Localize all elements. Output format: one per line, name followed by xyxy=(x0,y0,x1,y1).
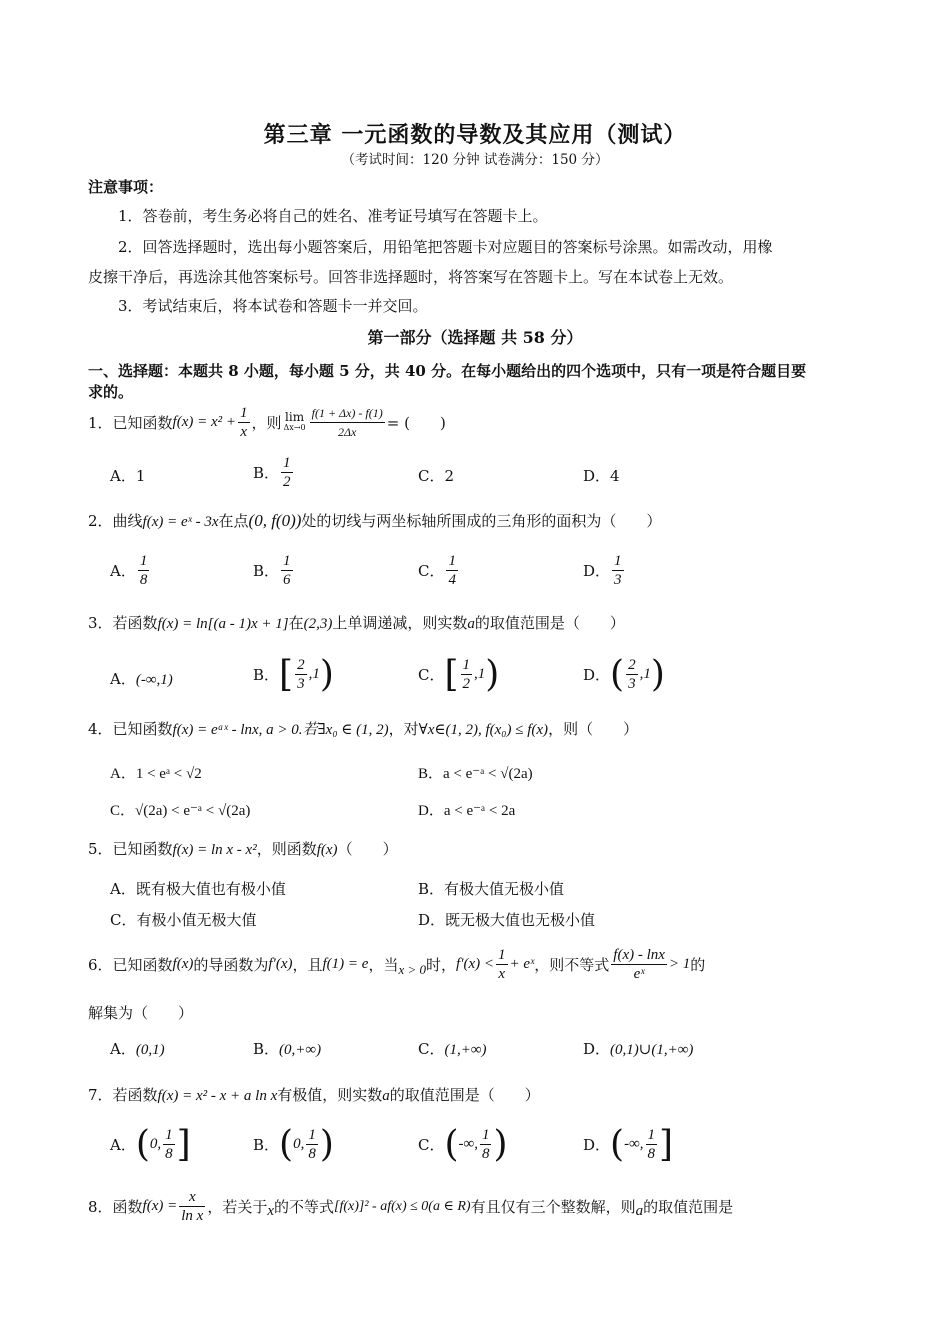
q7-b-left: 0, xyxy=(293,1136,305,1152)
q3-option-d: D． ( $\frac{2}{3}$ ,1 ) xyxy=(583,654,665,695)
q3-stem: 3．若函数 xyxy=(88,614,158,632)
q3-c-den: 2 xyxy=(462,676,471,692)
q6-value: f(1) = e xyxy=(322,955,369,972)
section-intro-a: 一、选择题：本题共 8 小题，每小题 5 分，共 40 分。在每小题给出的四个选项中，只有一项是符合题目要 xyxy=(88,362,807,380)
q1-end: = ( ) xyxy=(386,413,446,432)
q7-option-a: A． ( 0, $\frac{1}{8}$ ] xyxy=(110,1124,191,1165)
q7-option-c: C． ( -∞, $\frac{1}{8}$ ) xyxy=(418,1124,508,1165)
q1-lim: lim xyxy=(285,410,305,424)
exam-info: （考试时间：120 分钟 试卷满分：150 分） xyxy=(341,152,609,168)
q2-b-num: 1 xyxy=(283,553,291,569)
q2-option-c xyxy=(418,552,460,589)
q3-d-num: 2 xyxy=(628,657,636,673)
q7-c-label: C． xyxy=(418,1136,445,1154)
notes-heading: 注意事项： xyxy=(88,178,164,196)
q6-option-b xyxy=(253,1038,321,1059)
q2-option-b xyxy=(253,552,295,589)
q8-f-num: x xyxy=(179,1188,205,1207)
q7-a-left: 0, xyxy=(149,1136,162,1152)
q1-option-b-label: B． xyxy=(253,464,280,482)
notes-item-2b: 皮擦干净后，再选涂其他答案标号。回答非选择题时，将答案写在答题卡上。写在本试卷上无效。 xyxy=(88,268,734,286)
question-4 xyxy=(88,718,638,739)
q6-r-den: eˣ xyxy=(633,965,645,982)
q5-end: （ ） xyxy=(337,840,398,858)
q7-b-label: B． xyxy=(253,1136,280,1154)
q5-mid: ，则函数 xyxy=(256,840,317,858)
q6-c-value: (1,+∞) xyxy=(444,1042,487,1058)
q6-b-label: B． xyxy=(253,1040,280,1058)
q6-option-d xyxy=(583,1038,693,1059)
q6-line-2: 解集为（ ） xyxy=(88,1004,194,1022)
q3-option-a xyxy=(110,668,173,689)
q3-d-label: D． xyxy=(583,666,611,684)
q4-stem: 4．已知函数 xyxy=(88,720,173,738)
q7-option-d: D． ( -∞, $\frac{1}{8}$ ] xyxy=(583,1124,674,1165)
notes-item-2a: 2．回答选择题时，选出每小题答案后，用铅笔把答题卡对应题目的答案标号涂黑。如需改动，用橡 xyxy=(118,238,773,256)
q6-ineq-2: + eˣ xyxy=(509,955,535,972)
q3-mid: 在 xyxy=(288,614,304,632)
q3-a-value: (-∞,1) xyxy=(135,672,173,688)
q8-p1: ，若关于 xyxy=(207,1197,268,1216)
q3-option-c: C． [ $\frac{1}{2}$ ,1 ) xyxy=(418,654,500,695)
question-3 xyxy=(88,612,625,633)
q1-mid: ，则 xyxy=(251,413,282,432)
q8-f-den: ln x xyxy=(181,1207,204,1224)
q4-mid: ，对 xyxy=(388,720,419,738)
q5-function-2: f(x) xyxy=(316,842,338,858)
q7-d-label: D． xyxy=(583,1136,611,1154)
q3-var: a xyxy=(467,616,475,632)
q2-point: (0, f(0)) xyxy=(248,511,302,530)
question-7 xyxy=(88,1084,540,1105)
q2-function: f(x) = eˣ - 3x xyxy=(142,514,219,530)
q7-c-den: 8 xyxy=(481,1146,490,1162)
q4-option-b: B．a < e⁻ᵃ < √(2a) xyxy=(418,766,533,782)
q1-frac-num: 1 xyxy=(240,404,248,421)
q1-lim-sub: Δx→0 xyxy=(283,423,306,432)
q1-stem: 1．已知函数 xyxy=(88,413,173,432)
q1-frac-den: x xyxy=(240,423,248,440)
q2-c-den: 4 xyxy=(448,572,456,588)
q2-d-label: D． xyxy=(583,562,611,580)
q3-a-label: A． xyxy=(110,670,136,688)
question-1 xyxy=(88,400,446,444)
q3-end2: 的取值范围是（ ） xyxy=(474,614,625,632)
question-2 xyxy=(88,510,661,531)
q8-x: x xyxy=(267,1202,274,1219)
q7-option-b: B． ( 0, $\frac{1}{8}$ ) xyxy=(253,1124,334,1165)
notes-item-3: 3．考试结束后，将本试卷和答题卡一并交回。 xyxy=(118,297,428,315)
q7-c-left: -∞, xyxy=(458,1136,478,1152)
q3-b-den: 3 xyxy=(297,676,305,692)
q6-stem: 6．已知函数 xyxy=(88,955,173,974)
q7-a-label: A． xyxy=(110,1136,136,1154)
q5-option-c: C．有极小值无极大值 xyxy=(110,911,257,929)
q3-b-label: B． xyxy=(253,666,280,684)
part-heading: 第一部分（选择题 共 58 分） xyxy=(367,328,583,347)
q7-function: f(x) = x² - x + a ln x xyxy=(157,1088,278,1104)
q7-end: 的取值范围是（ ） xyxy=(389,1086,540,1104)
q6-option-c xyxy=(418,1038,487,1059)
q6-p2: ，且 xyxy=(292,955,323,974)
q4-exists: .若∃x₀ ∈ (1, 2) xyxy=(298,722,389,738)
q5-option-a: A．既有极大值也有极小值 xyxy=(110,880,286,898)
q3-b-num: 2 xyxy=(297,657,305,673)
q6-a-label: A． xyxy=(110,1040,136,1058)
q3-function: f(x) = ln[(a - 1)x + 1] xyxy=(157,616,289,632)
q7-d-num: 1 xyxy=(647,1127,656,1143)
q6-c-label: C． xyxy=(418,1040,445,1058)
q1-option-b xyxy=(253,454,295,491)
q8-stem: 8．函数 xyxy=(88,1197,143,1216)
question-8 xyxy=(88,1184,733,1228)
q3-interval: (2,3) xyxy=(303,616,333,632)
page-title: 第三章 一元函数的导数及其应用（测试） xyxy=(263,122,687,148)
q3-d-den: 3 xyxy=(628,676,636,692)
q6-d-label: D． xyxy=(583,1040,611,1058)
q2-a-num: 1 xyxy=(139,553,148,569)
q2-c-label: C． xyxy=(418,562,445,580)
question-6 xyxy=(88,941,705,987)
q3-option-b: B． [ $\frac{2}{3}$ ,1 ) xyxy=(253,654,334,695)
q1-limit-num: f(1 + Δx) - f(1) xyxy=(310,404,385,423)
q8-p2: 的不等式 xyxy=(274,1197,335,1216)
q1-option-d: D．4 xyxy=(583,467,620,485)
q4-option-a: A．1 < eᵃ < √2 xyxy=(110,766,202,782)
q1-b-den: 2 xyxy=(283,474,291,490)
q6-p5: ，则不等式 xyxy=(534,955,610,974)
q3-b-right: ,1 xyxy=(308,666,320,682)
q2-d-den: 3 xyxy=(614,572,622,588)
q6-p1: 的导函数为 xyxy=(193,955,269,974)
q2-d-num: 1 xyxy=(614,553,622,569)
q6-domain: x > 0 xyxy=(398,962,427,977)
q6-a-value: (0,1) xyxy=(135,1042,165,1058)
q2-end: 处的切线与两坐标轴所围成的三角形的面积为（ ） xyxy=(301,512,662,530)
q8-p3: 有且仅有三个整数解，则 xyxy=(470,1197,636,1216)
q8-p4: 的取值范围是 xyxy=(643,1197,734,1216)
q6-r2: > 1 xyxy=(668,955,691,972)
q2-mid: 在点 xyxy=(218,512,249,530)
q5-option-b: B．有极大值无极小值 xyxy=(418,880,565,898)
q4-option-c: C．√(2a) < e⁻ᵃ < √(2a) xyxy=(110,803,251,819)
q7-b-den: 8 xyxy=(308,1146,316,1162)
q4-function: f(x) = eᵃˣ - lnx, a > 0 xyxy=(172,722,299,738)
q2-a-den: 8 xyxy=(139,572,148,588)
q2-c-num: 1 xyxy=(448,553,456,569)
q1-option-a: A．1 xyxy=(110,467,146,485)
q6-derivative: f′(x) xyxy=(268,955,293,972)
q6-ineq-num: 1 xyxy=(498,946,506,963)
q7-stem: 7．若函数 xyxy=(88,1086,158,1104)
q6-p6: 的 xyxy=(690,955,706,974)
q7-a-num: 1 xyxy=(165,1127,173,1143)
q7-b-num: 1 xyxy=(308,1127,316,1143)
q2-b-label: B． xyxy=(253,562,280,580)
q5-stem: 5．已知函数 xyxy=(88,840,173,858)
q1-option-c: C．2 xyxy=(418,467,455,485)
q6-d-value: (0,1)∪(1,+∞) xyxy=(610,1042,694,1058)
q7-d-den: 8 xyxy=(647,1146,656,1162)
q5-function: f(x) = ln x - x² xyxy=(172,842,257,858)
q3-c-num: 1 xyxy=(462,657,471,673)
q6-p3: ，当 xyxy=(368,955,399,974)
q2-a-label: A． xyxy=(110,562,136,580)
q1-limit-den: 2Δx xyxy=(338,424,357,439)
section-intro-b: 求的。 xyxy=(88,383,134,401)
q7-c-num: 1 xyxy=(481,1127,490,1143)
q6-ineq-den: x xyxy=(498,965,506,982)
q6-b-value: (0,+∞) xyxy=(279,1042,322,1058)
question-5 xyxy=(88,838,398,859)
q1-b-num: 1 xyxy=(283,455,291,471)
q8-var: a xyxy=(635,1202,644,1219)
q6-function: f(x) xyxy=(172,955,194,972)
q2-option-a xyxy=(110,552,151,589)
q6-option-a xyxy=(110,1038,165,1059)
q7-a-den: 8 xyxy=(165,1146,173,1162)
q3-c-label: C． xyxy=(418,666,445,684)
q2-option-d xyxy=(583,552,626,589)
q4-condition: ∀x∈(1, 2), f(x₀) ≤ f(x) xyxy=(418,722,549,738)
q8-function: f(x) = xyxy=(142,1197,178,1214)
q3-c-right: ,1 xyxy=(474,666,486,682)
notes-item-1: 1．答卷前，考生务必将自己的姓名、准考证号填写在答题卡上。 xyxy=(118,207,548,225)
q4-end: ，则（ ） xyxy=(548,720,639,738)
q2-b-den: 6 xyxy=(283,572,291,588)
q7-mid: 有极值，则实数 xyxy=(277,1086,383,1104)
q6-ineq: f′(x) < xyxy=(456,955,494,972)
q4-option-d: D．a < e⁻ᵃ < 2a xyxy=(418,803,516,819)
q3-end1: 上单调递减，则实数 xyxy=(332,614,468,632)
q2-stem: 2．曲线 xyxy=(88,512,143,530)
q1-function: f(x) = x² + xyxy=(172,413,237,430)
q6-p4: 时， xyxy=(426,955,457,974)
q7-d-left: -∞, xyxy=(624,1136,644,1152)
q8-ineq: [f(x)]² - af(x) ≤ 0(a ∈ R) xyxy=(334,1198,471,1214)
q7-var: a xyxy=(382,1088,390,1104)
q6-r-num: f(x) - lnx xyxy=(613,946,665,963)
q5-option-d: D．既无极大值也无极小值 xyxy=(418,911,596,929)
q3-d-right: ,1 xyxy=(639,666,651,682)
